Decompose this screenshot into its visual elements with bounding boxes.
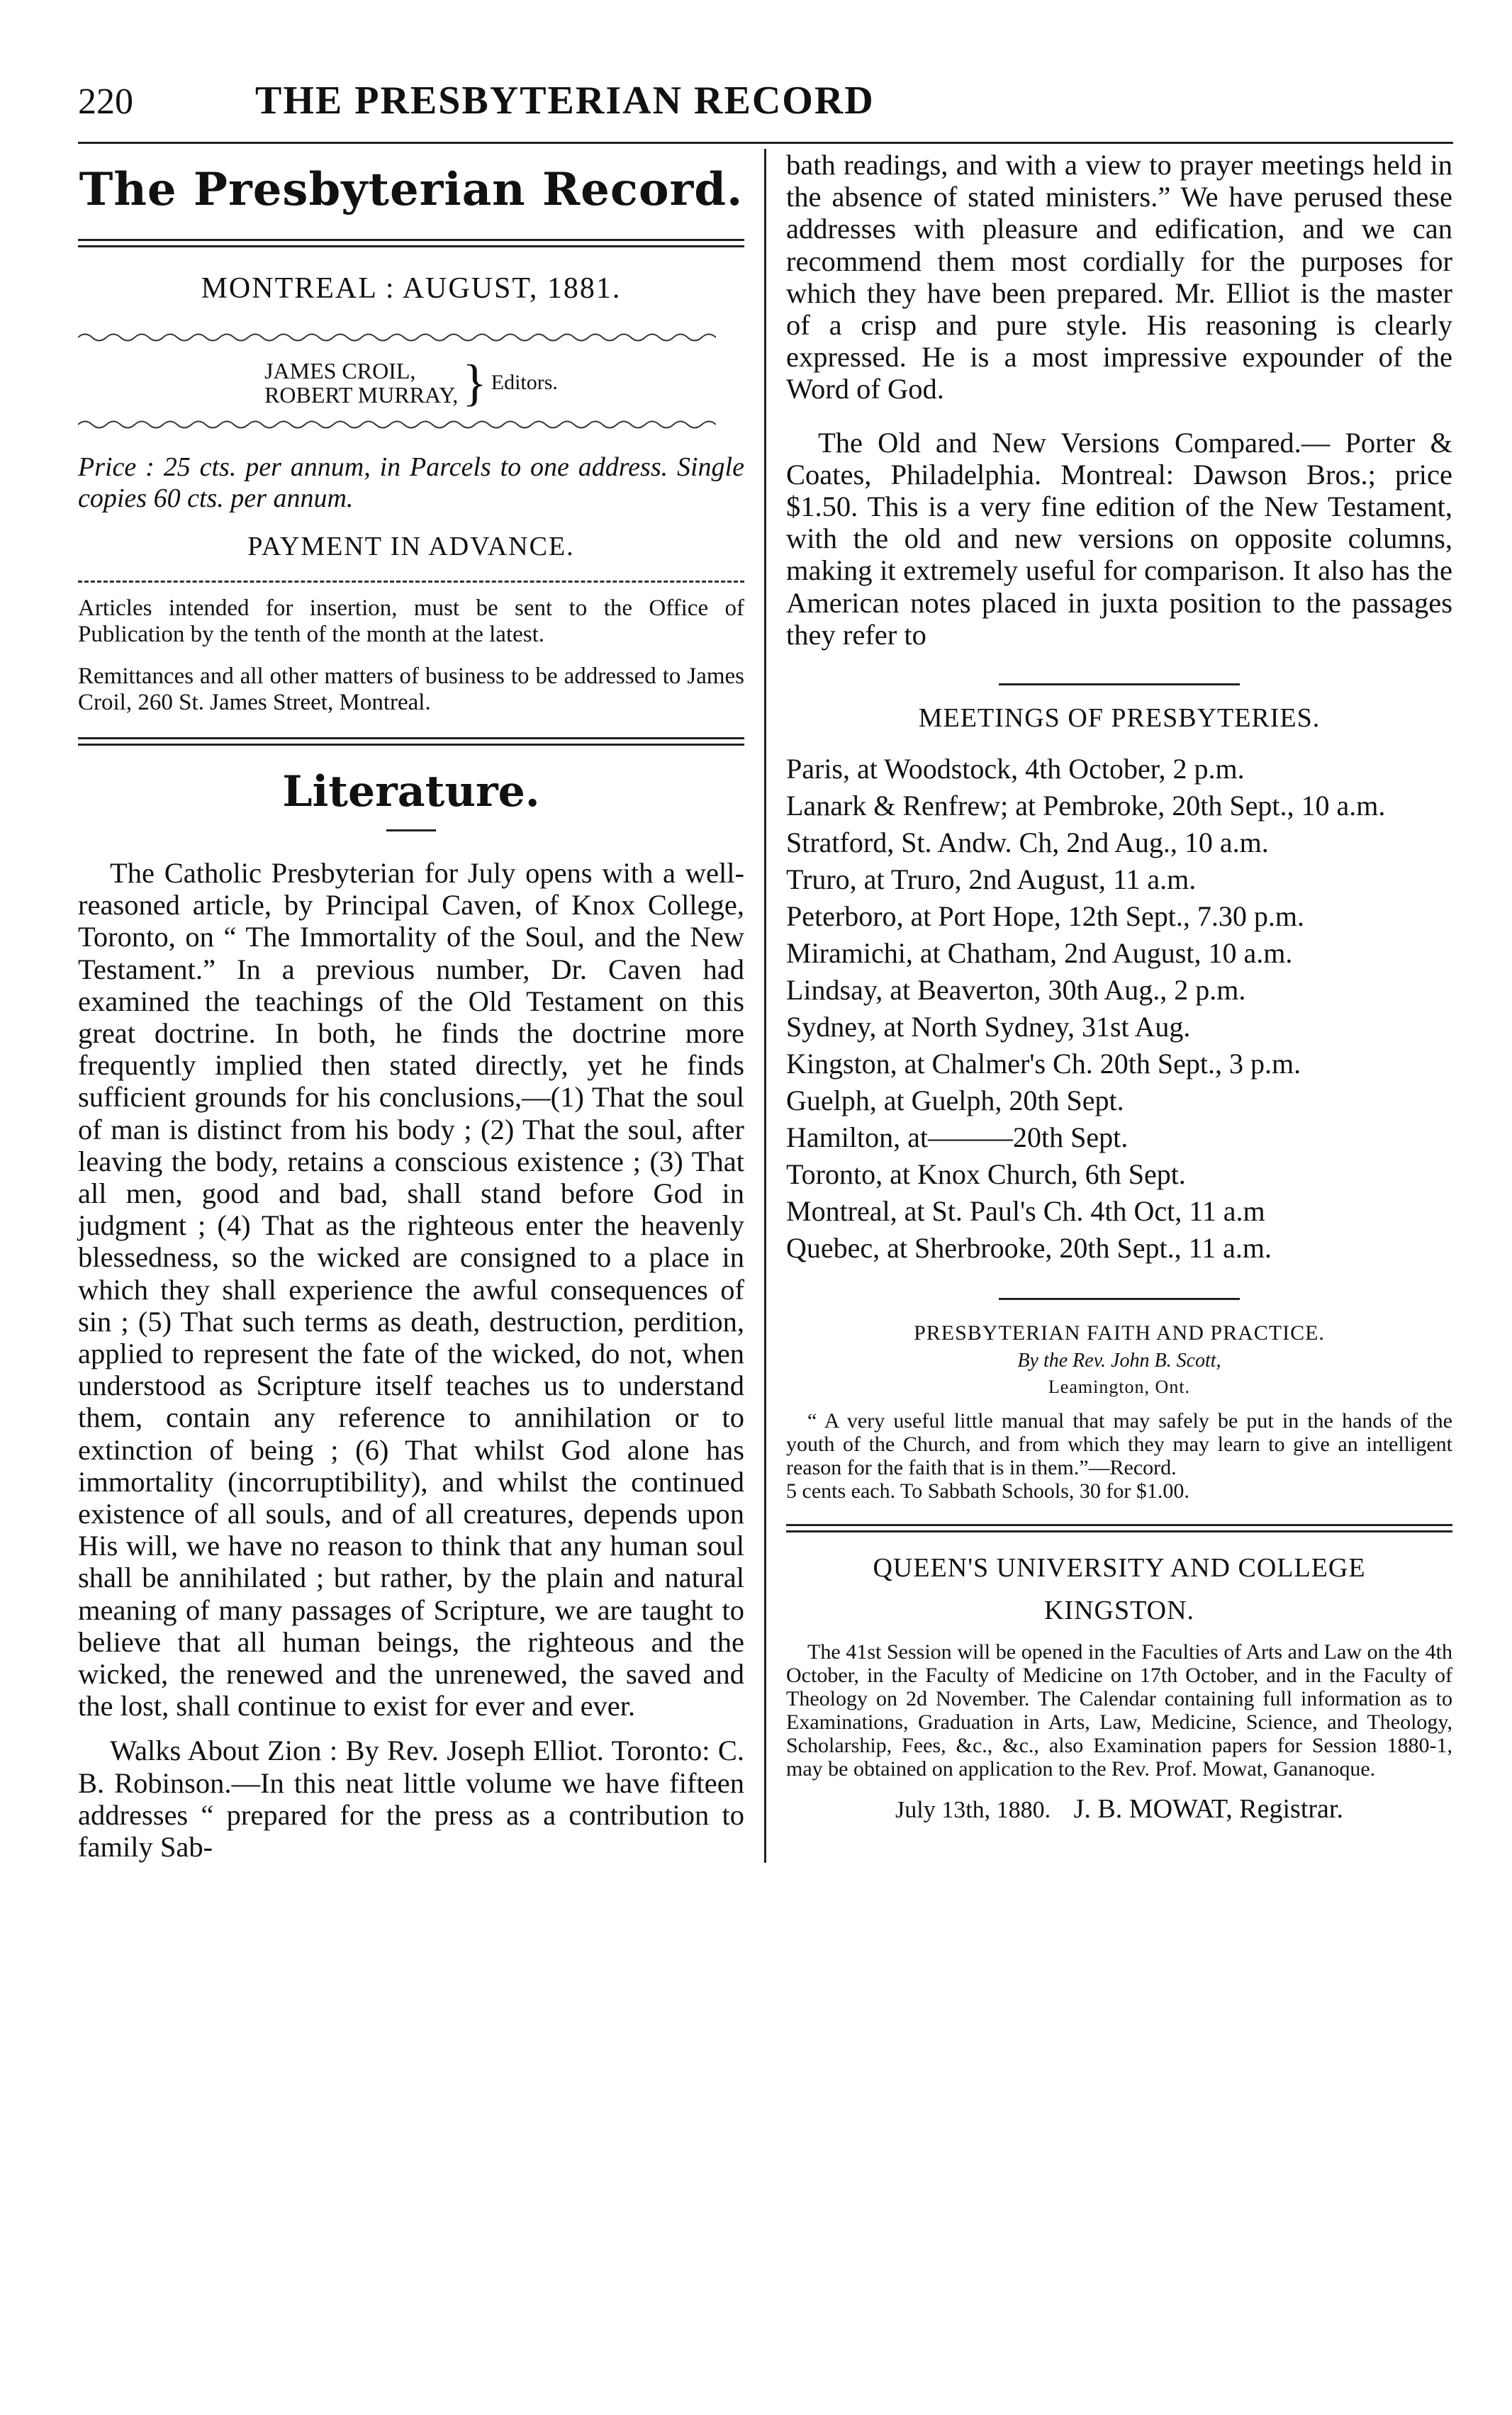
short-rule — [386, 829, 436, 831]
meeting-item: Peterboro, at Port Hope, 12th Sept., 7.30 p.m. — [786, 900, 1305, 933]
literature-heading: Literature. — [282, 767, 540, 817]
meeting-item: Sydney, at North Sydney, 31st Aug. — [786, 1011, 1191, 1043]
running-title: THE PRESBYTERIAN RECORD — [255, 79, 875, 123]
remittances-notice: Remittances and all other matters of business to be addressed to James Croil, 260 St. James Street, Montreal. — [78, 663, 744, 715]
registrar-signature: J. B. MOWAT, Registrar. — [1073, 1794, 1343, 1825]
price-line: Price : 25 cts. per annum, in Parcels to one address. Single copies 60 cts. per annum. — [78, 452, 744, 513]
registrar-line — [786, 1781, 1452, 1825]
meeting-item: Kingston, at Chalmer's Ch. 20th Sept., 3 p.m. — [786, 1048, 1301, 1080]
queens-notice: The 41st Session will be opened in the Faculties of Arts and Law on the 4th October, in the Faculty of Medicine on 17th October, and in the Faculty of Theology on 2d November. The Calendar containing full information as to Examinations, Graduation in Arts, Law, Medicine, Science, and Theology, Scholarship, Fees, &c., &c., also Examination papers for Session 1880-1, may be obtained on application to the Rev. Prof. Mowat, Gananoque. — [786, 1640, 1452, 1781]
meeting-item: Paris, at Woodstock, 4th October, 2 p.m. — [786, 753, 1245, 785]
meetings-heading: MEETINGS OF PRESBYTERIES. — [918, 703, 1321, 734]
meetings-list — [786, 751, 1452, 1267]
section-rule — [999, 683, 1240, 685]
faith-practice-heading: PRESBYTERIAN FAITH AND PRACTICE. — [914, 1321, 1325, 1345]
left-column — [78, 149, 764, 1863]
masthead-title: The Presbyterian Record. — [79, 163, 744, 216]
meeting-item: Guelph, at Guelph, 20th Sept. — [786, 1085, 1124, 1117]
double-rule — [78, 239, 744, 247]
meeting-item: Quebec, at Sherbrooke, 20th Sept., 11 a.m. — [786, 1232, 1272, 1265]
editor-name: JAMES CROIL, — [264, 358, 416, 383]
meeting-item: Stratford, St. Andw. Ch, 2nd Aug., 10 a.m. — [786, 827, 1269, 859]
continued-paragraph: bath readings, and with a view to prayer meetings held in the absence of stated ministers.” We have perused these addresses with pleasure and edification, and we can recommend them most cordially for the purposes for which they have been prepared. Mr. Elliot is the master of a crisp and pure style. His reasoning is clearly expressed. He is a most impressive expounder of the Word of God. — [786, 149, 1452, 405]
meeting-item: Miramichi, at Chatham, 2nd August, 10 a.m. — [786, 937, 1293, 970]
page-number: 220 — [78, 82, 133, 122]
editors-label: Editors. — [491, 371, 558, 394]
walks-about-zion-paragraph: Walks About Zion : By Rev. Joseph Elliot. Toronto: C. B. Robinson.—In this neat little volume we have fifteen addresses “ prepared for the press as a contribution to family Sab- — [78, 1735, 744, 1864]
queens-heading: QUEEN'S UNIVERSITY AND COLLEGE — [873, 1553, 1366, 1584]
dateline: MONTREAL : AUGUST, 1881. — [201, 272, 622, 305]
editors-block — [78, 352, 744, 414]
ad-quote: “ A very useful little manual that may safely be put in the hands of the youth of the Church, and from which they may learn to give an intelligent reason for the faith that is in them.”—Record. — [786, 1409, 1452, 1480]
brace-glyph: } — [462, 354, 487, 411]
double-rule — [786, 1524, 1452, 1533]
articles-notice: Articles intended for insertion, must be sent to the Office of Publication by the tenth of the month at the latest. — [78, 595, 744, 647]
payment-notice: PAYMENT IN ADVANCE. — [247, 532, 575, 561]
editor-names — [264, 359, 458, 407]
ad-place: Leamington, Ont. — [1048, 1377, 1191, 1398]
double-rule — [78, 737, 744, 746]
meeting-item: Toronto, at Knox Church, 6th Sept. — [786, 1158, 1186, 1191]
wavy-rule — [78, 418, 716, 431]
kingston-heading: KINGSTON. — [1043, 1596, 1195, 1626]
dashed-rule — [78, 581, 744, 583]
wavy-rule — [78, 331, 716, 344]
right-column — [764, 149, 1452, 1863]
literature-paragraph: The Catholic Presbyterian for July opens with a well-reasoned article, by Principal Caven, of Knox College, Toronto, on “ The Immortality of the Soul, and the New Testament.” In a previous number, Dr. Caven had examined the teachings of the Old Testament on this great doctrine. In both, he finds the doctrine more frequently implied then stated directly, yet he finds sufficient grounds for his conclusions,—(1) That the soul of man is distinct from his body ; (2) That the soul, after leaving the body, retains a conscious existence ; (3) That all men, good and bad, shall stand before God in judgment ; (4) That as the righteous enter the heavenly blessedness, so the wicked are consigned to a place in which they shall experience the awful consequences of sin ; (5) That such terms as death, destruction, perdition, applied to represent the fate of the wicked, do not, when understood as Scripture itself teaches us to understand them, contain any reference to annihilation or to extinction of being ; (6) That whilst God alone has immortality (incorruptibility), and whilst the continued existence of all souls, and of all creatures, depends upon His will, we have no reason to think that any human soul shall be annihilated ; but rather, by the plain and natural meaning of many passages of Scripture, we are taught to believe that all human beings, the righteous and the wicked, the renewed and the unrenewed, the saved and the lost, shall continue to exist for ever and ever. — [78, 857, 744, 1722]
editor-name: ROBERT MURRAY, — [264, 382, 459, 408]
meeting-item: Lindsay, at Beaverton, 30th Aug., 2 p.m. — [786, 974, 1246, 1007]
meeting-item: Montreal, at St. Paul's Ch. 4th Oct, 11 a.m — [786, 1195, 1265, 1228]
running-header — [78, 78, 1453, 142]
page — [78, 78, 1453, 1864]
ad-byline: By the Rev. John B. Scott, — [1017, 1350, 1221, 1372]
versions-paragraph: The Old and New Versions Compared.— Porter & Coates, Philadelphia. Montreal: Dawson Bros.; price $1.50. This is a very fine edition of the New Testament, with the old and new versions on opposite columns, making it extremely useful for comparison. It also has the American notes placed in juxta position to the passages they refer to — [786, 426, 1452, 651]
header-rule — [78, 142, 1453, 144]
notice-date: July 13th, 1880. — [895, 1797, 1051, 1824]
columns — [78, 149, 1453, 1863]
meeting-item: Lanark & Renfrew; at Pembroke, 20th Sept., 10 a.m. — [786, 790, 1386, 822]
meeting-item: Truro, at Truro, 2nd August, 11 a.m. — [786, 863, 1197, 896]
ad-price: 5 cents each. To Sabbath Schools, 30 for $1.00. — [786, 1479, 1189, 1503]
meeting-item: Hamilton, at———20th Sept. — [786, 1121, 1129, 1154]
section-rule — [999, 1298, 1240, 1300]
